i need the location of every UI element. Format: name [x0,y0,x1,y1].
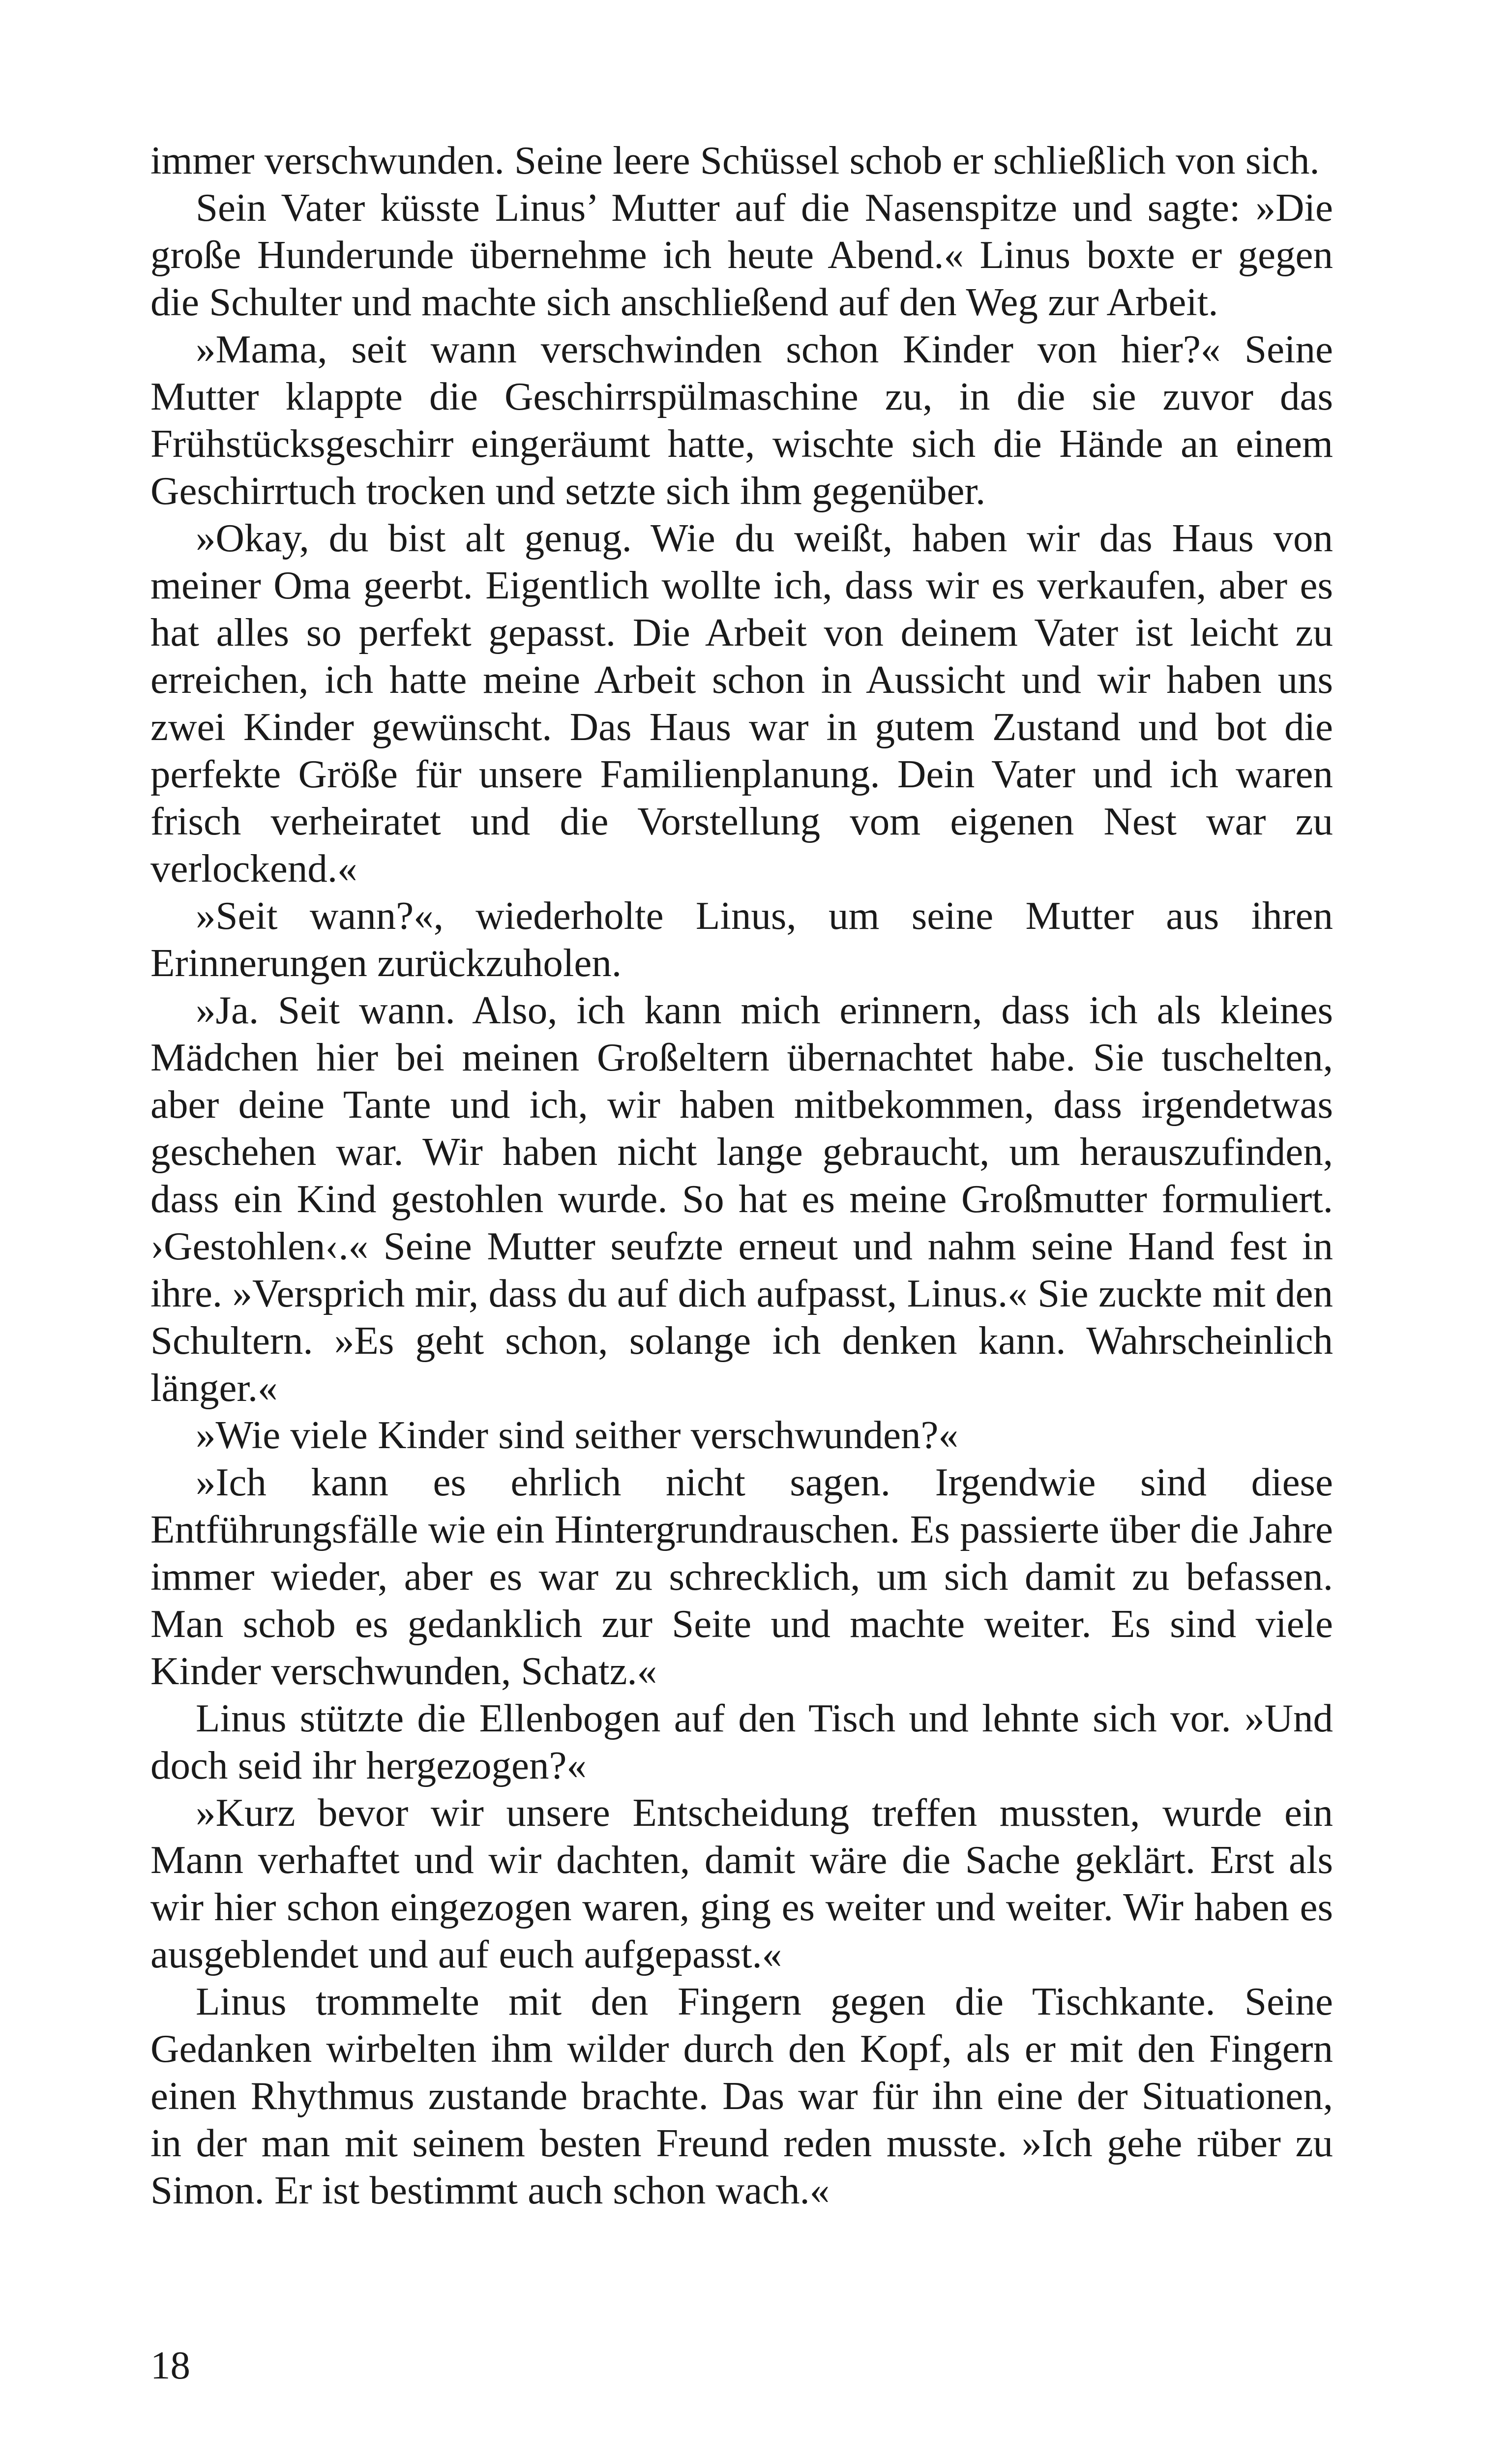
paragraph: »Seit wann?«, wiederholte Linus, um seine Mutter aus ihren Erinnerungen zurückzuholen. [150,893,1333,985]
paragraph: Linus stützte die Ellenbogen auf den Tisch und lehnte sich vor. »Und doch seid ihr hergezogen?« [150,1696,1333,1787]
paragraph: »Kurz bevor wir unsere Entscheidung treffen mussten, wurde ein Mann verhaftet und wir dachten, damit wäre die Sache geklärt. Erst als wir hier schon eingezogen waren, ging es weiter und weiter. Wir haben es ausgeblendet und auf euch aufgepasst.« [150,1790,1333,1976]
paragraph: Linus trommelte mit den Fingern gegen die Tischkante. Seine Gedanken wirbelten ihm wilder durch den Kopf, als er mit den Fingern einen Rhythmus zustande brachte. Das war für ihn eine der Situationen, in der man mit seinem besten Freund reden musste. »Ich gehe rüber zu Simon. Er ist bestimmt auch schon wach.« [150,1979,1333,2212]
paragraph: immer verschwunden. Seine leere Schüssel schob er schließlich von sich. [150,138,1320,182]
body-text [150,137,1333,2214]
page-number: 18 [150,2343,190,2387]
paragraph: »Wie viele Kinder sind seither verschwunden?« [196,1413,958,1457]
paragraph: »Okay, du bist alt genug. Wie du weißt, haben wir das Haus von meiner Oma geerbt. Eigentlich wollte ich, dass wir es verkaufen, aber es hat alles so perfekt gepasst. Die Arbeit von deinem Vater ist leicht zu erreichen, ich hatte meine Arbeit schon in Aussicht und wir haben uns zwei Kinder gewünscht. Das Haus war in gutem Zustand und bot die perfekte Größe für unsere Familienplanung. Dein Vater und ich waren frisch verheiratet und die Vorstellung vom eigenen Nest war zu verlockend.« [150,516,1333,891]
paragraph: »Ich kann es ehrlich nicht sagen. Irgendwie sind diese Entführungsfälle wie ein Hintergrundrauschen. Es passierte über die Jahre immer wieder, aber es war zu schrecklich, um sich damit zu befassen. Man schob es gedanklich zur Seite und machte weiter. Es sind viele Kinder verschwunden, Schatz.« [150,1460,1333,1693]
paragraph: Sein Vater küsste Linus’ Mutter auf die Nasenspitze und sagte: »Die große Hunderunde übernehme ich heute Abend.« Linus boxte er gegen die Schulter und machte sich anschließend auf den Weg zur Arbeit. [150,185,1333,324]
paragraph: »Ja. Seit wann. Also, ich kann mich erinnern, dass ich als kleines Mädchen hier bei meinen Großeltern übernachtet habe. Sie tuschelten, aber deine Tante und ich, wir haben mitbekommen, dass irgendetwas geschehen war. Wir haben nicht lange gebraucht, um herauszufinden, dass ein Kind gestohlen wurde. So hat es meine Großmutter formuliert. ›Gestohlen‹.« Seine Mutter seufzte erneut und nahm seine Hand fest in ihre. »Versprich mir, dass du auf dich aufpasst, Linus.« Sie zuckte mit den Schultern. »Es geht schon, solange ich denken kann. Wahrscheinlich länger.« [150,988,1333,1410]
paragraph: »Mama, seit wann verschwinden schon Kinder von hier?« Seine Mutter klappte die Geschirrspülmaschine zu, in die sie zuvor das Frühstücksgeschirr eingeräumt hatte, wischte sich die Hände an einem Geschirrtuch trocken und setzte sich ihm gegenüber. [150,327,1333,513]
